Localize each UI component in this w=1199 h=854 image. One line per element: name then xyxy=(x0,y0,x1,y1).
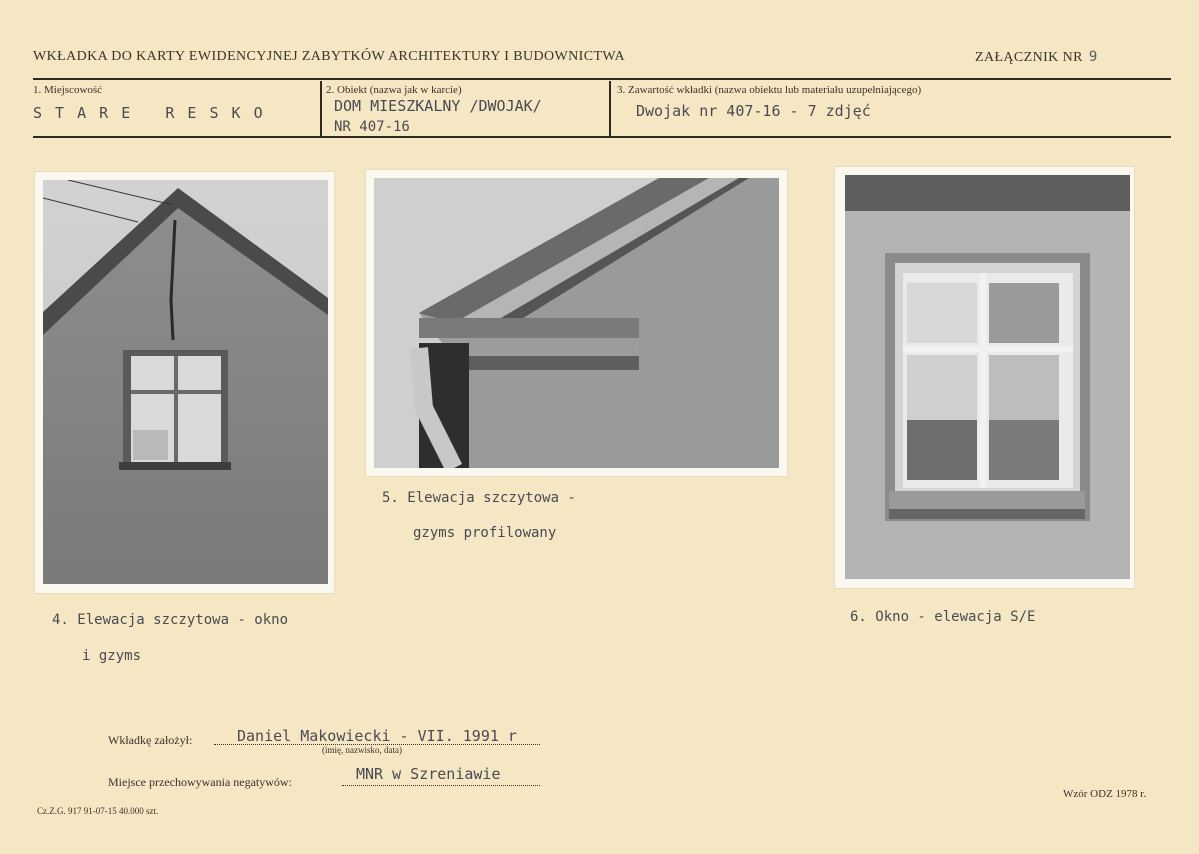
column-divider-2 xyxy=(609,81,611,136)
photo-window xyxy=(835,167,1134,588)
object-value-line1: DOM MIESZKALNY /DWOJAK/ xyxy=(334,97,542,115)
print-info: Cz.Z.G. 917 91-07-15 40.000 szt. xyxy=(37,806,159,816)
storage-dotline xyxy=(342,785,540,786)
top-rule xyxy=(33,78,1171,80)
annex-label xyxy=(975,49,1098,66)
founder-label: Wkładkę założył: xyxy=(108,733,193,747)
form-model: Wzór ODZ 1978 r. xyxy=(1063,788,1147,800)
column-divider-1 xyxy=(320,81,322,136)
photo-gable-window xyxy=(35,172,334,593)
storage-value: MNR w Szreniawie xyxy=(356,765,501,783)
photo-cornice-image xyxy=(374,178,779,468)
storage-label: Miejsce przechowywania negatywów: xyxy=(108,775,292,789)
locality-value: S T A R E R E S K O xyxy=(33,104,265,122)
caption-photo-4-line1: 4. Elewacja szczytowa - okno xyxy=(52,612,289,628)
caption-photo-4-line2: i gzyms xyxy=(82,648,142,664)
caption-photo-6: 6. Okno - elewacja S/E xyxy=(850,609,1036,625)
annex-number: 9 xyxy=(1088,49,1098,65)
card-title: WKŁADKA DO KARTY EWIDENCYJNEJ ZABYTKÓW ARCHITEKTURY I BUDOWNICTWA xyxy=(33,49,625,64)
content-value: Dwojak nr 407-16 - 7 zdjęć xyxy=(636,102,871,120)
annex-label-text: ZAŁĄCZNIK NR xyxy=(975,50,1083,65)
photo-gable-window-image xyxy=(43,180,328,584)
caption-photo-5-line1: 5. Elewacja szczytowa - xyxy=(382,490,576,506)
bottom-rule xyxy=(33,136,1171,138)
caption-photo-5-line2: gzyms profilowany xyxy=(413,525,557,541)
content-label: 3. Zawartość wkładki (nazwa obiektu lub materiału uzupełniającego) xyxy=(617,84,922,96)
object-label: 2. Obiekt (nazwa jak w karcie) xyxy=(326,84,462,96)
photo-window-image xyxy=(845,175,1130,579)
locality-label: 1. Miejscowość xyxy=(33,84,103,96)
object-value-line2: NR 407-16 xyxy=(334,119,410,135)
photo-cornice xyxy=(366,170,787,476)
founder-value: Daniel Makowiecki - VII. 1991 r xyxy=(237,727,517,745)
founder-hint: (imię, nazwisko, data) xyxy=(322,745,402,755)
